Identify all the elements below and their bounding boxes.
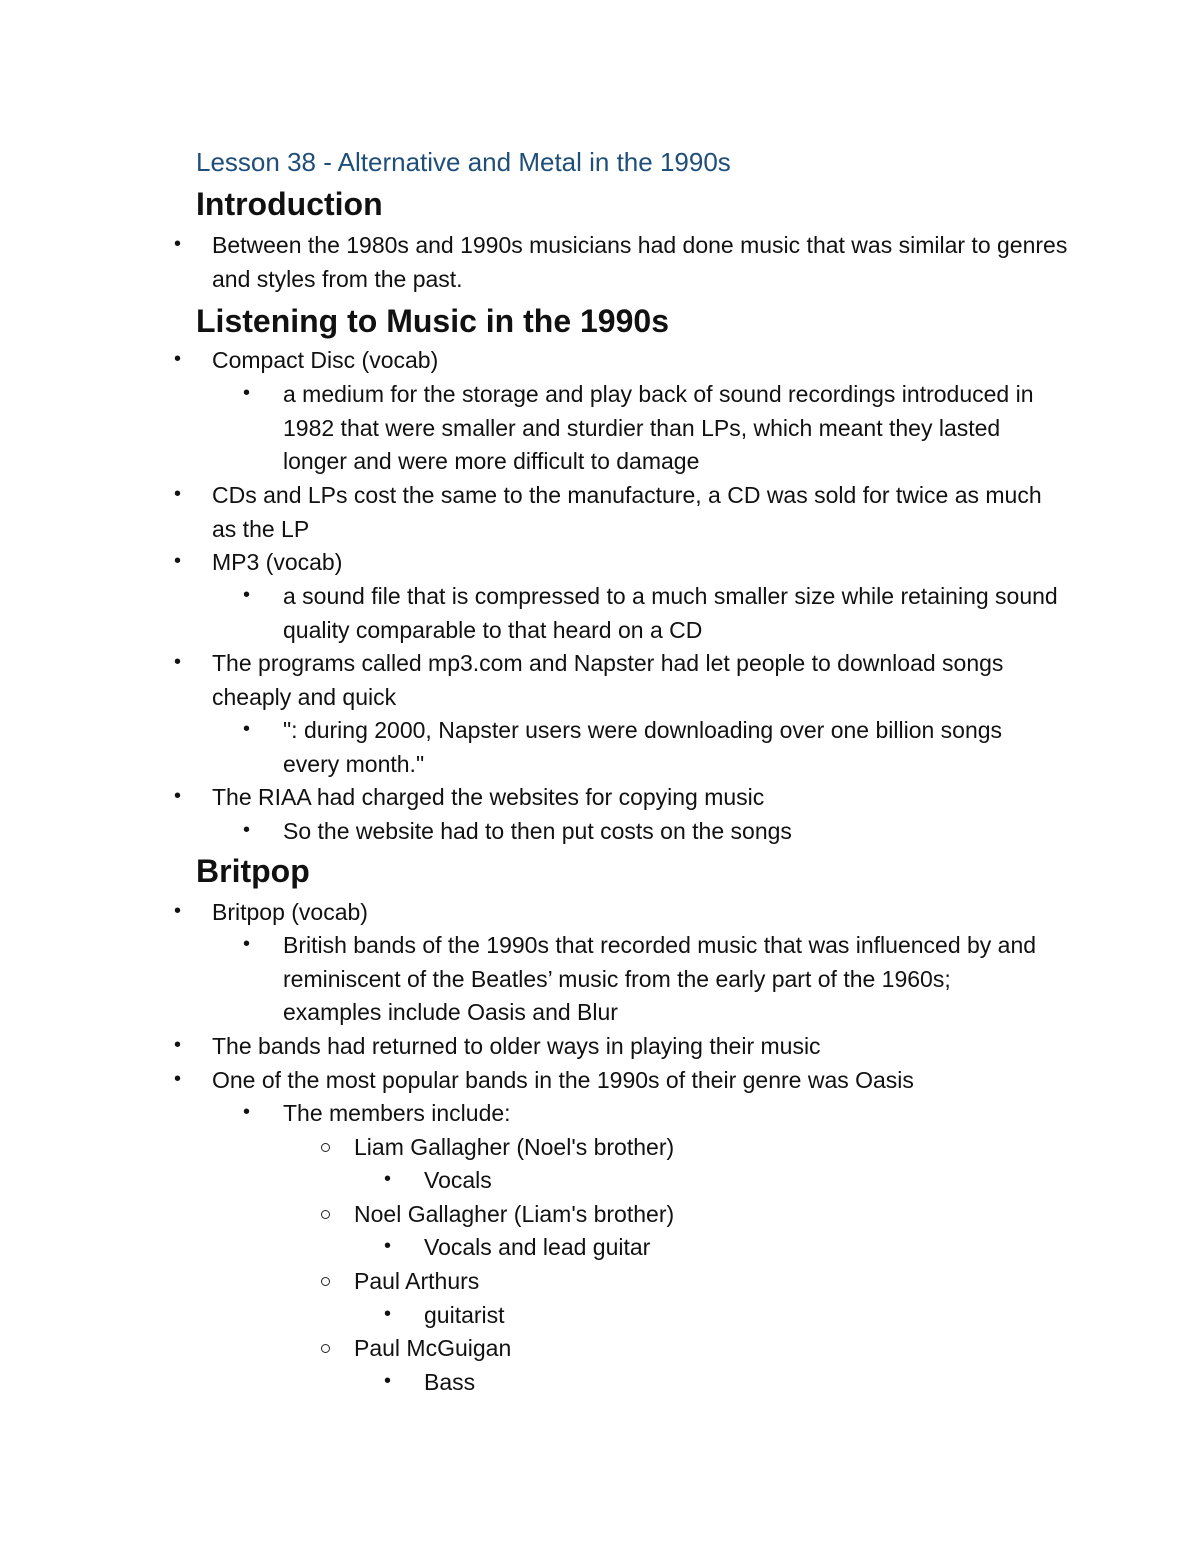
hollow-bullet-icon — [321, 1143, 330, 1152]
list-item: • MP3 (vocab) — [212, 546, 1072, 580]
list-item: • The RIAA had charged the websites for copying music — [212, 781, 1072, 815]
list-item: • Britpop (vocab) — [212, 896, 1072, 930]
bullet-icon: • — [174, 651, 182, 673]
list-item: • The bands had returned to older ways in playing their music — [212, 1030, 1072, 1064]
bullet-icon: • — [243, 819, 251, 841]
list-item: • Vocals and lead guitar — [424, 1231, 1064, 1265]
bullet-icon: • — [174, 348, 182, 370]
list-item: • ": during 2000, Napster users were downloading over one billion songs every month." — [283, 714, 1023, 781]
list-item: • The programs called mp3.com and Napster had let people to download songs cheaply and quick — [212, 647, 1032, 714]
bullet-icon: • — [174, 1068, 182, 1090]
list-item: • a sound file that is compressed to a much smaller size while retaining sound quality comparable to that heard on a CD — [283, 580, 1073, 647]
bullet-icon: • — [243, 933, 251, 955]
hollow-bullet-icon — [321, 1277, 330, 1286]
hollow-bullet-icon — [321, 1210, 330, 1219]
bullet-icon: • — [243, 1101, 251, 1123]
list-item: • guitarist — [424, 1299, 1064, 1333]
lesson-title: Lesson 38 - Alternative and Metal in the 1990s — [196, 147, 731, 177]
bullet-icon: • — [174, 483, 182, 505]
bullet-icon: • — [174, 233, 182, 255]
bullet-icon: • — [384, 1235, 392, 1257]
list-item: • One of the most popular bands in the 1990s of their genre was Oasis — [212, 1064, 1072, 1098]
bullet-icon: • — [243, 584, 251, 606]
list-item: Noel Gallagher (Liam's brother) — [354, 1198, 1054, 1232]
bullet-icon: • — [174, 785, 182, 807]
bullet-icon: • — [174, 1034, 182, 1056]
list-item: Paul McGuigan — [354, 1332, 1054, 1366]
list-item: • The members include: — [283, 1097, 1073, 1131]
list-item: Liam Gallagher (Noel's brother) — [354, 1131, 1054, 1165]
list-item: • British bands of the 1990s that recorded music that was influenced by and reminiscent of the Beatles’ music from the early part of the 1960s; examples include Oasis and Blur — [283, 929, 1043, 1030]
bullet-icon: • — [384, 1370, 392, 1392]
list-item: • Between the 1980s and 1990s musicians had done music that was similar to genres and styles from the past. — [212, 229, 1072, 296]
bullet-icon: • — [384, 1168, 392, 1190]
list-item: • a medium for the storage and play back of sound recordings introduced in 1982 that were smaller and sturdier than LPs, which meant they lasted longer and were more difficult to damage — [283, 378, 1043, 479]
list-item: • CDs and LPs cost the same to the manufacture, a CD was sold for twice as much as the LP — [212, 479, 1052, 546]
section-heading-britpop: Britpop — [196, 853, 310, 889]
hollow-bullet-icon — [321, 1344, 330, 1353]
section-heading-introduction: Introduction — [196, 186, 383, 222]
list-item: • Bass — [424, 1366, 1064, 1400]
bullet-icon: • — [243, 718, 251, 740]
bullet-icon: • — [174, 550, 182, 572]
section-heading-listening: Listening to Music in the 1990s — [196, 303, 669, 339]
bullet-icon: • — [243, 382, 251, 404]
bullet-icon: • — [174, 900, 182, 922]
list-item: Paul Arthurs — [354, 1265, 1054, 1299]
list-item: • Compact Disc (vocab) — [212, 344, 1072, 378]
list-item: • So the website had to then put costs on the songs — [283, 815, 1073, 849]
bullet-icon: • — [384, 1303, 392, 1325]
list-item: • Vocals — [424, 1164, 1064, 1198]
